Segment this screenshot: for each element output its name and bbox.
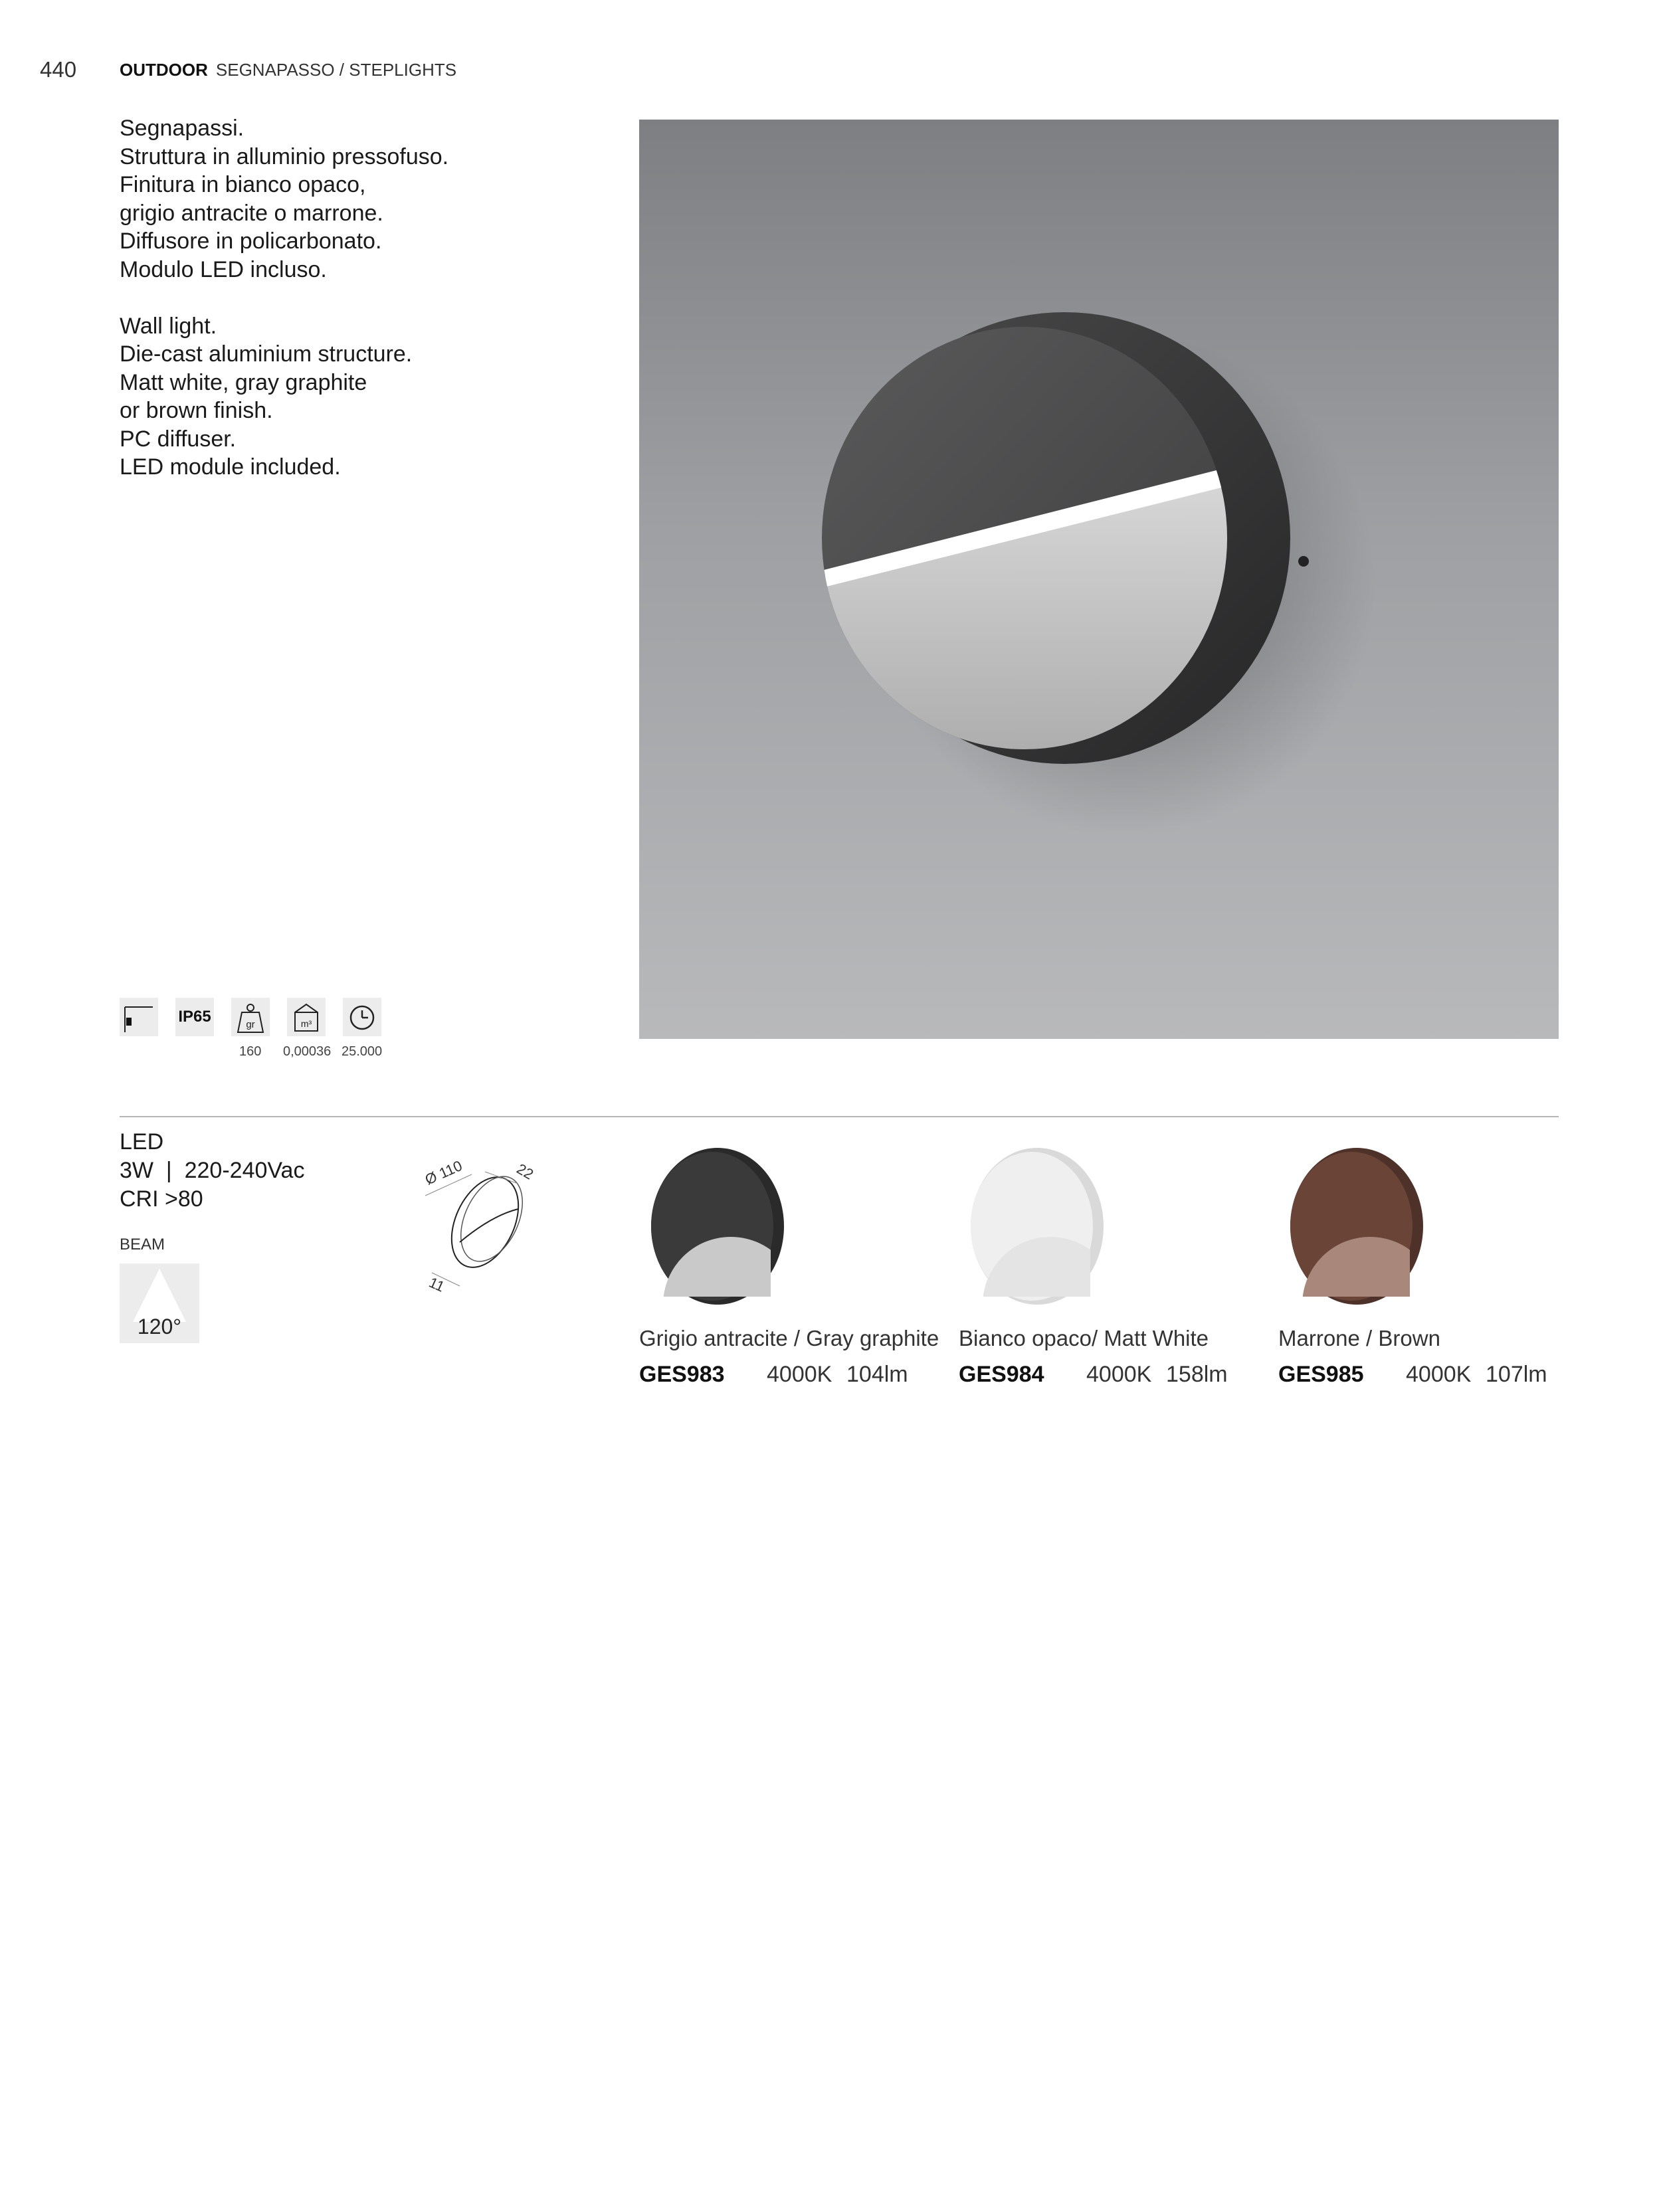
variant-cct: 4000K bbox=[1086, 1362, 1152, 1387]
depth-label: 22 bbox=[514, 1160, 537, 1183]
section-divider bbox=[120, 1116, 1559, 1117]
variant-cct: 4000K bbox=[1406, 1362, 1472, 1387]
lifetime-value: 25.000 bbox=[342, 1044, 383, 1059]
product-photo bbox=[639, 120, 1559, 1039]
variant-code: GES983 bbox=[639, 1362, 725, 1387]
white-thumbnail bbox=[959, 1140, 1118, 1313]
variant-lumen: 104lm bbox=[846, 1362, 908, 1387]
brown-thumbnail bbox=[1278, 1140, 1438, 1313]
base-label: 11 bbox=[426, 1273, 448, 1295]
svg-text:m³: m³ bbox=[300, 1018, 312, 1029]
variant-color-name: Marrone / Brown bbox=[1278, 1326, 1440, 1350]
desc-spacer bbox=[120, 284, 448, 312]
beam-angle-value: 120° bbox=[137, 1315, 182, 1338]
lifetime-icon bbox=[343, 998, 381, 1036]
desc-en-line: PC diffuser. bbox=[120, 426, 237, 452]
weight-value: 160 bbox=[239, 1044, 262, 1059]
steplight-illustration bbox=[639, 120, 1559, 1039]
section-title: OUTDOOR bbox=[120, 60, 208, 80]
page-number: 440 bbox=[40, 57, 77, 82]
desc-it-line: Struttura in alluminio pressofuso. bbox=[120, 143, 449, 169]
electrical-specs bbox=[120, 1128, 304, 1214]
ip-rating-icon: IP65 bbox=[175, 998, 214, 1036]
beam-angle-box bbox=[120, 1263, 199, 1343]
graphite-thumbnail bbox=[639, 1140, 799, 1313]
beam-label: BEAM bbox=[120, 1236, 165, 1253]
variant-color-name: Bianco opaco/ Matt White bbox=[959, 1326, 1209, 1350]
variant-lumen: 107lm bbox=[1486, 1362, 1547, 1387]
variant-color-name: Grigio antracite / Gray graphite bbox=[639, 1326, 939, 1350]
desc-it-line: Segnapassi. bbox=[120, 116, 244, 141]
desc-it-line: Modulo LED incluso. bbox=[120, 256, 327, 282]
volume-icon bbox=[287, 998, 326, 1036]
volume-value: 0,00036 bbox=[283, 1044, 332, 1059]
desc-en-line: Matt white, gray graphite bbox=[120, 369, 367, 395]
cri-value: CRI >80 bbox=[120, 1186, 203, 1212]
section-header bbox=[120, 60, 456, 80]
dimension-drawing bbox=[419, 1143, 551, 1305]
desc-it-line: Diffusore in policarbonato. bbox=[120, 229, 382, 254]
desc-it-line: Finitura in bianco opaco, bbox=[120, 172, 366, 197]
desc-en-line: or brown finish. bbox=[120, 398, 273, 423]
diameter-label: Ø 110 bbox=[422, 1157, 465, 1188]
variant-cct: 4000K bbox=[767, 1362, 832, 1387]
light-source: LED bbox=[120, 1129, 164, 1154]
power-voltage: 3W | 220-240Vac bbox=[120, 1158, 305, 1183]
desc-en-line: LED module included. bbox=[120, 454, 341, 480]
weight-icon bbox=[231, 998, 270, 1036]
variant-code: GES985 bbox=[1278, 1362, 1364, 1387]
wall-mount-icon bbox=[120, 998, 158, 1036]
desc-it-line: grigio antracite o marrone. bbox=[120, 200, 383, 226]
product-description bbox=[120, 114, 448, 482]
category-title: SEGNAPASSO / STEPLIGHTS bbox=[215, 60, 457, 80]
svg-text:gr: gr bbox=[246, 1019, 255, 1030]
variant-code: GES984 bbox=[959, 1362, 1044, 1387]
desc-en-line: Die-cast aluminium structure. bbox=[120, 341, 413, 367]
desc-en-line: Wall light. bbox=[120, 313, 217, 339]
variant-lumen: 158lm bbox=[1166, 1362, 1228, 1387]
